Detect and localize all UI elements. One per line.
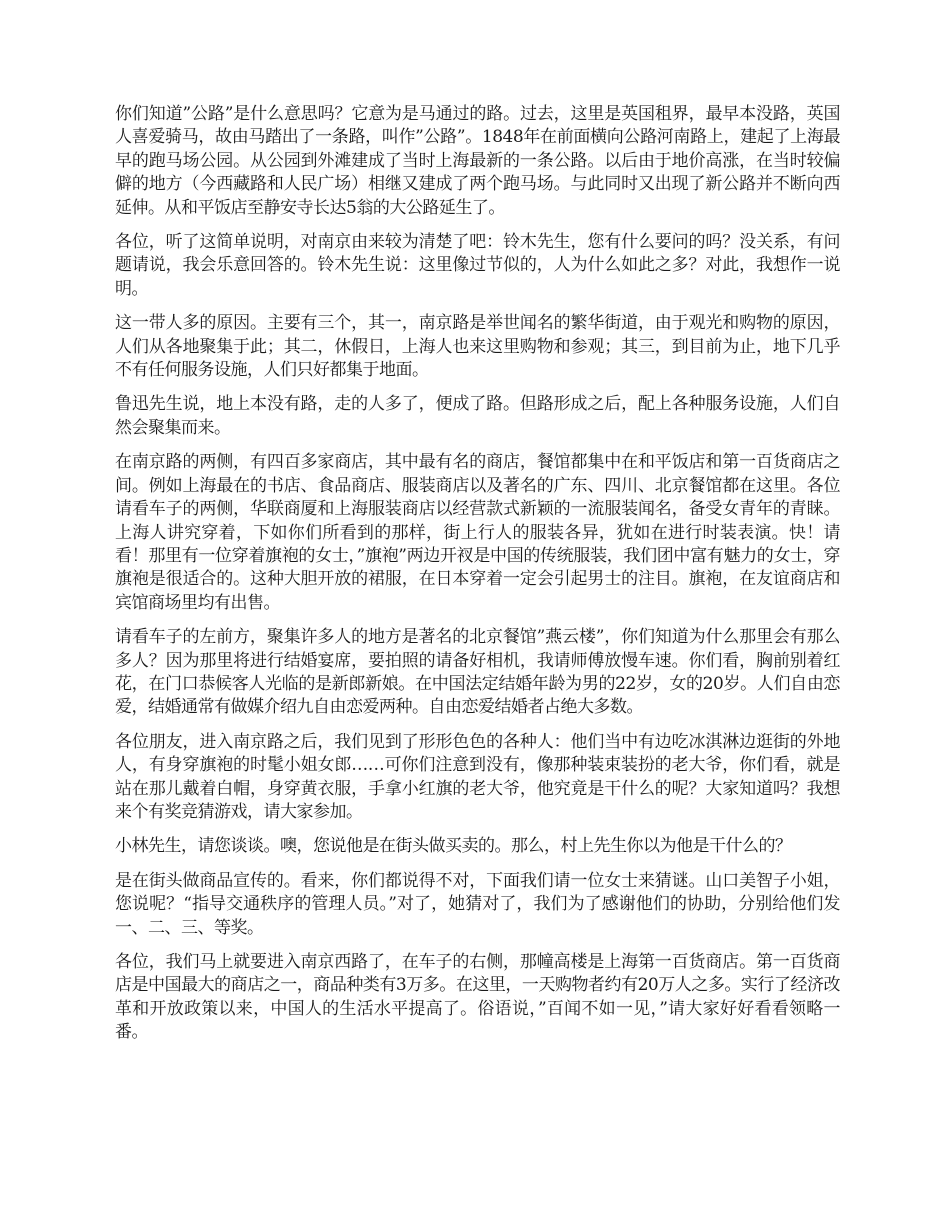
paragraph-4: 鲁迅先生说，地上本没有路，走的人多了，便成了路。但路形成之后，配上各种服务设施，人们自然会聚集而来。 <box>115 394 840 438</box>
paragraph-1: 你们知道”公路”是什么意思吗？它意为是马通过的路。过去，这里是英国租界，最早本没路，英国人喜爱骑马，故由马踏出了一条路，叫作”公路”。1848年在前面横向公路河南路上，建起了上海最早的跑马场公园。从公园到外滩建成了当时上海最新的一条公路。以后由于地价高涨，在当时较偏僻的地方（今西藏路和人民广场）相继又建成了两个跑马场。与此同时又出现了新公路并不断向西延伸。从和平饭店至静安寺长达5翁的大公路延生了。 <box>115 104 840 218</box>
paragraph-8: 小林先生，请您谈谈。噢，您说他是在街头做买卖的。那么，村上先生你以为他是干什么的？ <box>115 836 792 857</box>
paragraph-10: 各位，我们马上就要进入南京西路了，在车子的右侧，那幢高楼是上海第一百货商店。第一百货商店是中国最大的商店之一，商品种类有3万多。在这里，一天购物者约有20万人之多。实行了经济改革和开放政策以来，中国人的生活水平提高了。俗语说，”百闻不如一见，”请大家好好看看领略一番。 <box>115 952 840 1043</box>
document-body <box>115 103 840 1056</box>
paragraph-6: 请看车子的左前方，聚集许多人的地方是著名的北京餐馆”燕云楼”，你们知道为什么那里会有那么多人？因为那里将进行结婚宴席，要拍照的请备好相机，我请师傅放慢车速。你们看，胸前别着红花，在门口恭候客人光临的是新郎新娘。在中国法定结婚年龄为男的22岁，女的20岁。人们自由恋爱，结婚通常有做媒介绍九自由恋爱两种。自由恋爱结婚者占绝大多数。 <box>115 627 840 718</box>
paragraph-2: 各位，听了这简单说明，对南京由来较为清楚了吧：铃木先生，您有什么要问的吗？没关系，有问题请说，我会乐意回答的。铃木先生说：这里像过节似的，人为什么如此之多？对此，我想作一说明。 <box>115 232 840 299</box>
paragraph-5: 在南京路的两侧，有四百多家商店，其中最有名的商店，餐馆都集中在和平饭店和第一百货商店之间。例如上海最在的书店、食品商店、服装商店以及著名的广东、四川、北京餐馆都在这里。各位请看车子的两侧，华联商厦和上海服装商店以经营款式新颖的一流服装闻名，备受女青年的青睐。上海人讲究穿着，下如你们所看到的那样，街上行人的服装各异，犹如在进行时装表演。快！请看！那里有一位穿着旗袍的女士，”旗袍”两边开衩是中国的传统服装，我们团中富有魅力的女士，穿旗袍是很适合的。这种大胆开放的裙服，在日本穿着一定会引起男士的注目。旗袍，在友谊商店和宾馆商场里均有出售。 <box>115 452 840 613</box>
paragraph-3: 这一带人多的原因。主要有三个，其一，南京路是举世闻名的繁华街道，由于观光和购物的原因，人们从各地聚集于此；其二，休假日，上海人也来这里购物和参观；其三，到目前为止，地下几乎不有任何服务设施，人们只好都集于地面。 <box>115 313 840 381</box>
paragraph-7: 各位朋友，进入南京路之后，我们见到了形形色色的各种人：他们当中有边吃冰淇淋边逛街的外地人，有身穿旗袍的时髦小姐女郎……可你们注意到没有，像那种装束装扮的老大爷，你们看，就是站在那儿戴着白帽，身穿黄衣服，手拿小红旗的老大爷，他究竟是干什么的呢？大家知道吗？我想来个有奖竞猜游戏，请大家参加。 <box>115 731 840 822</box>
paragraph-9: 是在街头做商品宣传的。看来，你们都说得不对，下面我们请一位女士来猜谜。山口美智子小姐，您说呢？“指导交通秩序的管理人员。”对了，她猜对了，我们为了感谢他们的协助，分别给他们发一、二、三、等奖。 <box>115 870 840 938</box>
